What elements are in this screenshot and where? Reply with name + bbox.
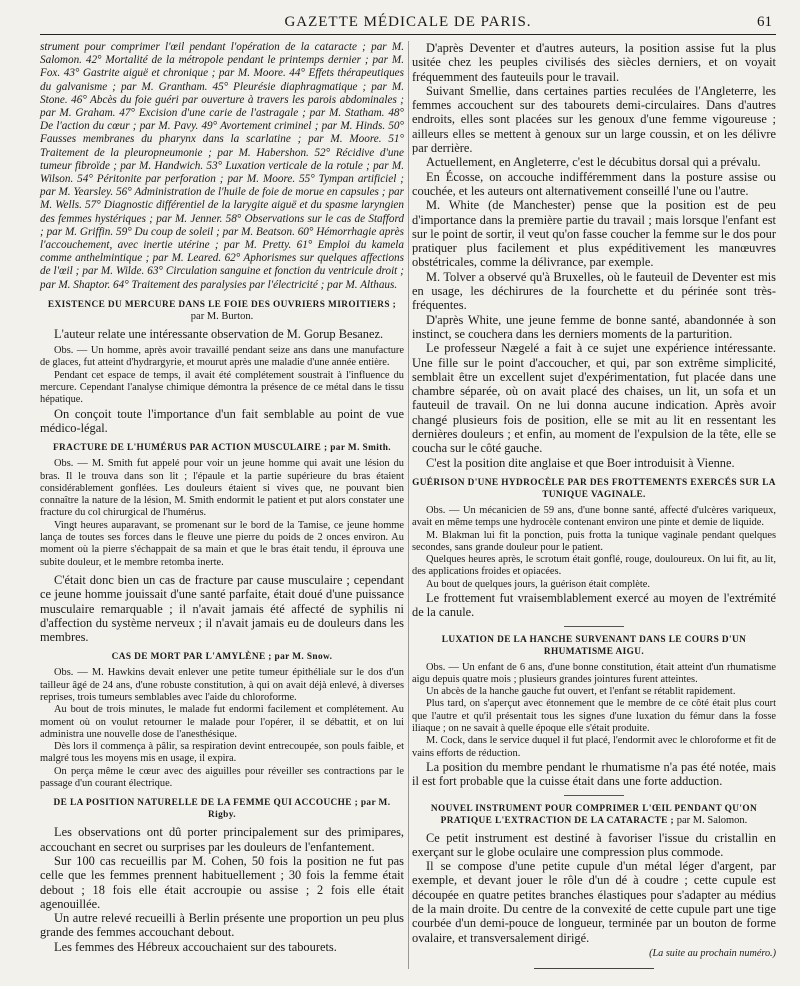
section-heading-hydrocele: GUÉRISON D'UNE HYDROCÈLE PAR DES FROTTEMENTS EXERCÉS SUR LA TUNIQUE VAGINALE. [412,477,776,500]
paragraph: C'est la position dite anglaise et que Boer introduisit à Vienne. [426,455,735,470]
paragraph: Le professeur Nægelé a fait à ce sujet une expérience intéressante. Une fille sur le point d'accoucher, et qui, par son extrême simplicité, semblait être un excellent sujet d'expérimentation, fut placée dans une chambre séparée, où on avait placé des chaises, un lit, un sofa et un fauteuil de travail. On ne lui donna aucune indication. Après avoir changé plusieurs fois de position, elle se mit au lit en ressentant les dernières douleurs ; et enfin, au moment de l'expulsion de la tête, elle se coucha sur le côté gauche. [412,341,776,456]
section-divider [564,795,624,796]
observation: Dès lors il commença à pâlir, sa respiration devint entrecoupée, son pouls faible, et malgré tous les moyens mis en usage, il expira. [40,741,404,765]
paragraph: D'après Deventer et d'autres auteurs, la position assise fut la plus usitée chez les peuples civilisés des siècles derniers, et on voyait fréquemment des fauteuils pour le travail. [412,41,776,84]
observation: Plus tard, on s'aperçut avec étonnement que le membre de ce côté était plus court que l'autre et qu'il présentait tous les signes d'une luxation du fémur dans la fosse iliaque ; on ne savait à quelle époque elle s'était produite. [412,698,776,735]
column-rule [408,41,409,969]
continued-note: (La suite au prochain numéro.) [649,947,776,959]
observation: Au bout de trois minutes, le malade fut endormi facilement et complétement. Au moment où on voulut retourner le malade pour l'opérer, il se débattit, et on lui administra une nouvelle dose de l'anesthésique. [40,704,404,740]
observation: Vingt heures auparavant, se promenant sur le bord de la Tamise, ce jeune homme lança de toutes ses forces dans le fleuve une pierre du poids de 2 onces environ. Au moment où la pierre s'échappait de sa main et que le bras était tendu, il éprouva une subite douleur, et le membre retomba inerte. [40,519,404,568]
observation: Pendant cet espace de temps, il avait été complétement soustrait à l'influence du mercure. Cependant l'analyse chimique démontra la présence de ce métal dans le tissu hépatique. [40,369,404,406]
section-author: par M. Salomon. [676,814,748,826]
section-heading-position: DE LA POSITION NATURELLE DE LA FEMME QUI ACCOUCHE ; par M. Rigby. [53,798,391,821]
observation: M. Blakman lui fit la ponction, puis frotta la tunique vaginale pendant quelques secondes, sans grande douleur pour le patient. [412,529,776,553]
observation: M. Cock, dans le service duquel il fut placé, l'endormit avec le chloroforme et fit de vains efforts de réduction. [412,735,776,759]
observation: Obs. — Un enfant de 6 ans, d'une bonne constitution, était atteint d'un rhumatisme aigu depuis quatre mois ; plusieurs grandes jointures furent atteintes. [412,661,776,685]
paragraph: Ce petit instrument est destiné à favoriser l'issue du cristallin en exerçant sur le globe oculaire une compression plus commode. [412,830,776,859]
observation: Un abcès de la hanche gauche fut ouvert, et l'enfant se rétablit rapidement. [426,686,736,698]
paragraph: Un autre relevé recueilli à Berlin présente une proportion un peu plus grande des femmes accouchant debout. [40,911,404,940]
section-title: EXISTENCE DU MERCURE DANS LE FOIE DES OUVRIERS MIROITIERS ; [47,299,397,310]
contents-list: strument pour comprimer l'œil pendant l'opération de la cataracte ; par M. Salomon. 42° Mortalité de la métropole pendant le printemps dernier ; par M. Fox. 43° Gastrite aiguë et chronique ; par M. Moore. 44° Effets thérapeutiques du galvanisme ; par M. Grantham. 45° Pleurésie diaphragmatique ; par M. Stone. 46° Abcès du foie guéri par ouverture à travers les parois abdominales ; par M. Graham. 47° Excision d'une carie de l'astragale ; par M. Statham. 48° De l'action du cœur ; par M. Pavy. 49° Avortement criminel ; par M. Hinds. 50° Fausses membranes du pharynx dans la scarlatine ; par M. Moore. 51° Traitement de la pleuropneumonie ; par M. Habershon. 52° Récidive d'une tumeur fibroïde ; par M. Handwich. 53° Luxation verticale de la rotule ; par M. Wilson. 54° Péritonite par perforation ; par M. Moore. 55° Tympan artificiel ; par M. Yearsley. 56° Administration de l'huile de foie de morue en capsules ; par M. Wells. 57° Diagnostic différentiel de la larygite aiguë et du spasme laryngien des femmes hystériques ; par M. Jenner. 58° Observations sur le cas de Stafford ; par M. Griffin. 59° Du coup de soleil ; par M. Beatson. 60° Hémorrhagie après l'accouchement, avec inertie utérine ; par M. Pretty. 61° Emploi du kamela comme anthelmintique ; par M. Leared. 62° Aphorismes sur quelques affections de l'œil ; par M. Wilde. 63° Circulation sanguine et fonction du ventricule droit ; par M. Shaptor. 64° Traitement des paralysies par l'électricité ; par M. Althaus. [40,41,404,291]
paragraph: Actuellement, en Angleterre, c'est le décubitus dorsal qui a prévalu. [426,155,761,170]
journal-title: GAZETTE MÉDICALE DE PARIS. [284,14,532,30]
right-column [412,41,776,969]
running-header [40,6,776,35]
section-heading-mercure [40,299,404,323]
paragraph: En Écosse, on accouche indifféremment dans la posture assise ou couchée, et les auteurs ont alternativement conseillé l'une ou l'autre. [412,169,776,198]
paragraph: Sur 100 cas recueillis par M. Cohen, 50 fois la position ne fut pas celle que les femmes prennent habituellement ; 30 fois la femme était debout ; 18 fois elle était accroupie ou assise ; 2 fois elle était agenouillée. [40,853,404,911]
paragraph: Les observations ont dû porter principalement sur des primipares, accouchant en secret ou surprises par les douleurs de l'enfantement. [40,825,404,854]
paragraph: Suivant Smellie, dans certaines parties reculées de l'Angleterre, les femmes accouchent sur des tabourets demi-circulaires. Dans d'autres endroits, elles sont placées sur les genoux d'une femme vigoureuse ; ailleurs elles se mettent à genoux sur un large coussin, et on les délivre par derrière. [412,83,776,156]
observation: Obs. — M. Smith fut appelé pour voir un jeune homme qui avait une lésion du bras. Il le trouva dans son lit ; l'épaule et la partie supérieure du bras étaient considérablement gonflées. Les douleurs étaient si vives que, ne pouvant bien connaître la nature de la lésion, M. Smith endormit le patient et put alors constater une fracture du col chirurgical de l'humérus. [40,458,404,519]
observation: Quelques heures après, le scrotum était gonflé, rouge, douloureux. On lui fit, au lit, des applications froides et opiacées. [412,554,776,578]
paragraph: C'était donc bien un cas de fracture par cause musculaire ; cependant ce jeune homme jouissait d'une santé parfaite, était doué d'une puissance musculaire remarquable ; il n'avait jamais été affecté de syphilis ni d'affection du système nerveux ; il n'avait jamais eu de douleurs dans les membres. [40,572,404,645]
observation: Obs. — Un homme, après avoir travaillé pendant seize ans dans une manufacture de glaces, fut atteint d'hydrargyrie, et mourut après une maladie d'une année entière. [40,345,404,369]
paragraph: On conçoit toute l'importance d'un fait semblable au point de vue médico-légal. [40,406,404,435]
paragraph: M. Tolver a observé qu'à Bruxelles, où le fauteuil de Deventer est mis en usage, les déchirures de la fourchette et du périnée sont très-fréquentes. [412,269,776,313]
paragraph: L'auteur relate une intéressante observation de M. Gorup Besanez. [54,326,384,341]
paragraph: Les femmes des Hébreux accouchaient sur des tabourets. [54,939,337,954]
page-number: 61 [757,14,772,30]
section-title: NOUVEL INSTRUMENT POUR COMPRIMER L'ŒIL PENDANT QU'ON PRATIQUE L'EXTRACTION DE LA CATARACTE ; [430,803,758,826]
paragraph: M. White (de Manchester) pense que la position est de peu d'importance dans la première partie du travail ; mais lorsque l'enfant est sur le point de sortir, il veut qu'on fasse coucher la femme sur le dos pour pratiquer plus facilement et plus expéditivement les manœuvres obstétricales, comme la délivrance, par exemple. [412,198,776,270]
section-heading-humerus: FRACTURE DE L'HUMÉRUS PAR ACTION MUSCULAIRE ; par M. Smith. [52,443,392,454]
observation: Obs. — M. Hawkins devait enlever une petite tumeur épithéliale sur le dos d'un tailleur âgé de 24 ans, d'une robuste constitution, à qui on avait déjà enlevé, à diverses reprises, trois tumeurs semblables avec l'aide du chloroforme. [40,667,404,703]
paragraph: Le frottement fut vraisemblablement exercé au moyen de l'extrémité de la canule. [412,590,776,620]
two-column-body [40,41,776,969]
left-column [40,41,404,969]
end-rule [534,968,654,969]
section-author: par M. Burton. [190,310,254,322]
section-heading-amylene: CAS DE MORT PAR L'AMYLÈNE ; par M. Snow. [111,652,333,663]
paragraph: D'après White, une jeune femme de bonne santé, abandonnée à son instinct, se couchera dans les derniers moments de la parturition. [412,312,776,341]
paragraph: Il se compose d'une petite cupule d'un métal léger d'argent, par exemple, et devant jouer le rôle d'un dé à coudre ; cette cupule est découpée en quatre petites branches élastiques pour s'adapter au médius de la main droite. Du centre de la convexité de cette cupule part une tige courbée d'un demi-pouce de longueur, terminée par un bouton de forme ovalaire, et transversalement dirigé. [412,859,776,945]
observation: On perça même le cœur avec des aiguilles pour réveiller ses contractions par le passage d'un courant électrique. [40,765,404,790]
section-heading-luxation: LUXATION DE LA HANCHE SURVENANT DANS LE COURS D'UN RHUMATISME AIGU. [441,634,747,657]
observation: Au bout de quelques jours, la guérison était complète. [426,578,650,590]
section-heading-instrument [412,803,776,827]
section-divider [564,626,624,627]
observation: Obs. — Un mécanicien de 59 ans, d'une bonne santé, affecté d'ulcères variqueux, avait en même temps une hydrocèle contenant environ une pinte et demie de liquide. [412,504,776,529]
paragraph: La position du membre pendant le rhumatisme n'a pas été notée, mais il est fort probable que la cuisse était dans une forte adduction. [412,759,776,789]
